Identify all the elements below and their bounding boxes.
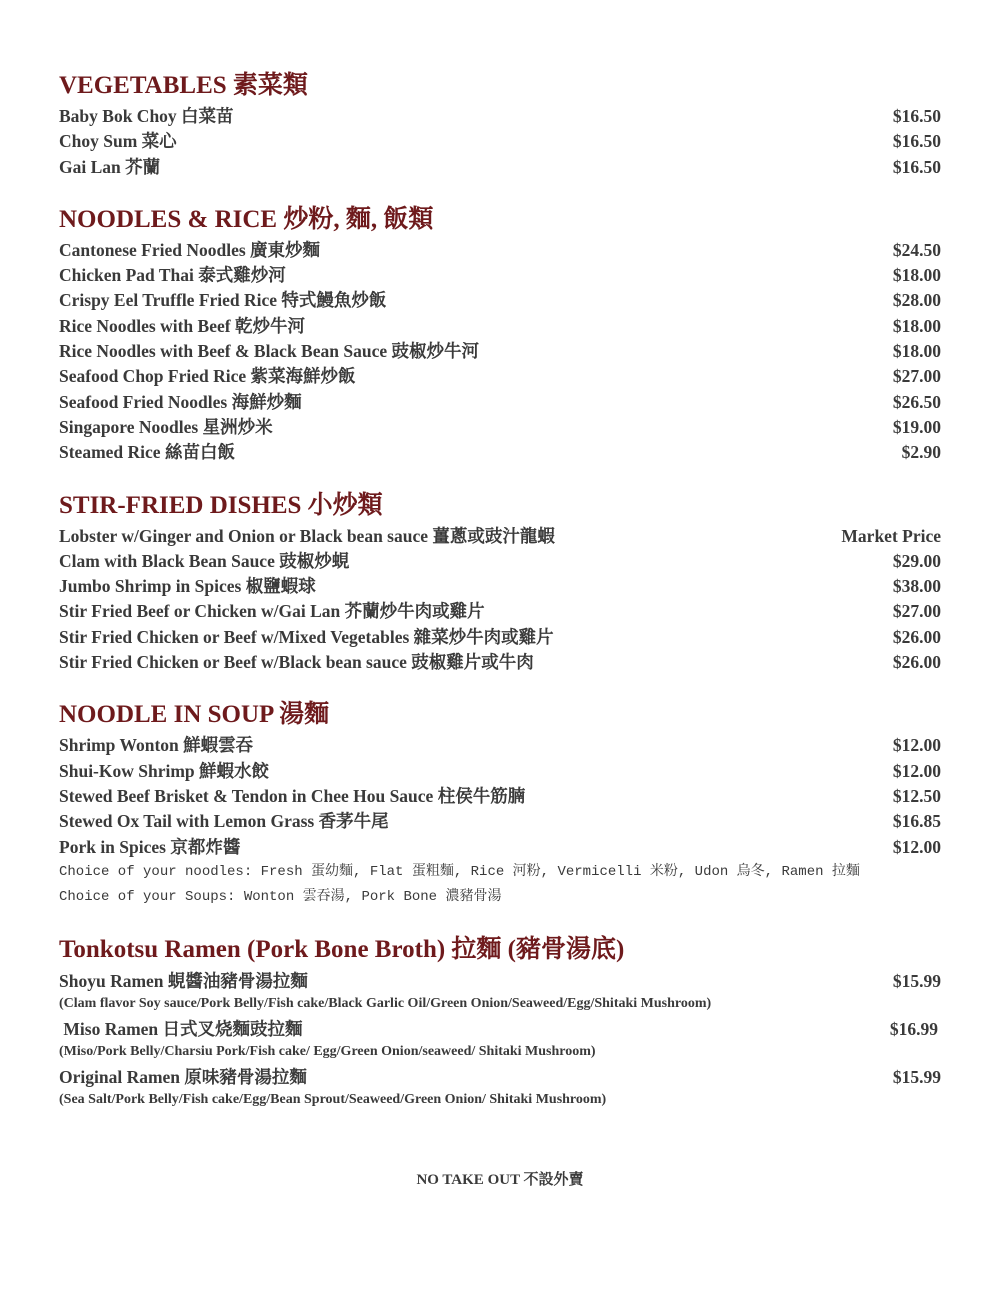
menu-item: [59, 415, 941, 440]
menu-item: [59, 809, 941, 834]
item-name: Rice Noodles with Beef 乾炒牛河: [59, 315, 305, 336]
item-name: Original Ramen 原味豬骨湯拉麵: [59, 1066, 307, 1087]
section-title: STIR-FRIED DISHES 小炒類: [59, 491, 383, 519]
item-price: $26.00: [892, 626, 941, 647]
item-price: $18.00: [892, 341, 941, 362]
item-name: Choy Sum 菜心: [59, 131, 177, 152]
item-price: $27.00: [892, 366, 941, 387]
item-name: Stir Fried Chicken or Beef w/Black bean sauce 豉椒雞片或牛肉: [59, 652, 534, 673]
menu-item: [59, 339, 941, 364]
section-stir-fried: [59, 490, 941, 676]
item-name: Stewed Beef Brisket & Tendon in Chee Hou Sauce 柱侯牛筋腩: [59, 785, 526, 806]
menu-item: [59, 288, 941, 313]
item-name: Lobster w/Ginger and Onion or Black bean sauce 薑蔥或豉汁龍蝦: [59, 525, 555, 546]
menu-item: [59, 440, 941, 465]
item-price: $19.00: [892, 416, 941, 437]
section-title: NOODLE IN SOUP 湯麵: [59, 701, 330, 729]
menu-item: [59, 155, 941, 180]
item-description: (Miso/Pork Belly/Charsiu Pork/Fish cake/ Egg/Green Onion/seaweed/ Shitaki Mushroom): [59, 1043, 596, 1059]
item-name: Shui-Kow Shrimp 鮮蝦水餃: [59, 760, 270, 781]
item-name: Shoyu Ramen 蜆醬油豬骨湯拉麵: [59, 970, 308, 991]
item-price: $38.00: [892, 576, 941, 597]
item-name: Singapore Noodles 星洲炒米: [59, 416, 273, 437]
no-takeout-notice: NO TAKE OUT 不設外賣: [416, 1172, 584, 1188]
menu-item: [59, 625, 941, 650]
item-price: $15.99: [892, 1066, 941, 1087]
menu-item: [59, 390, 941, 415]
menu-item: [59, 599, 941, 624]
item-name: Clam with Black Bean Sauce 豉椒炒蜆: [59, 550, 350, 571]
item-description: (Sea Salt/Pork Belly/Fish cake/Egg/Bean Sprout/Seaweed/Green Onion/ Shitaki Mushroom): [59, 1091, 607, 1107]
item-name: Stir Fried Chicken or Beef w/Mixed Vegetables 雜菜炒牛肉或雞片: [59, 626, 554, 647]
menu-item: [59, 835, 941, 860]
section-title: Tonkotsu Ramen (Pork Bone Broth) 拉麵 (豬骨湯底): [59, 935, 625, 963]
menu-page: [59, 70, 941, 1134]
item-price: Market Price: [841, 525, 941, 546]
item-name: Rice Noodles with Beef & Black Bean Sauce 豉椒炒牛河: [59, 341, 479, 362]
item-name: Chicken Pad Thai 泰式雞炒河: [59, 265, 286, 286]
section-title: VEGETABLES 素菜類: [59, 72, 308, 99]
item-price: $26.50: [892, 391, 941, 412]
item-price: $15.99: [892, 970, 941, 991]
item-name: Seafood Fried Noodles 海鮮炒麵: [59, 391, 302, 412]
noodle-choice-note: Choice of your noodles: Fresh 蛋幼麵, Flat 蛋粗麵, Rice 河粉, Vermicelli 米粉, Udon 烏冬, Ramen 拉麵: [59, 863, 860, 880]
item-price: $12.00: [892, 735, 941, 756]
menu-item: [59, 129, 941, 154]
item-name: Stewed Ox Tail with Lemon Grass 香茅牛尾: [59, 811, 389, 832]
item-price: $16.85: [892, 811, 941, 832]
menu-item: [59, 364, 941, 389]
menu-item: [59, 238, 941, 263]
item-price: $26.00: [892, 652, 941, 673]
item-price: $16.50: [892, 106, 941, 126]
item-description: (Clam flavor Soy sauce/Pork Belly/Fish cake/Black Garlic Oil/Green Onion/Seaweed/Egg/Shitaki Mushroom): [59, 995, 712, 1011]
menu-item: [59, 1016, 941, 1042]
item-name: Seafood Chop Fried Rice 紫菜海鮮炒飯: [59, 366, 356, 387]
item-name: Baby Bok Choy 白菜苗: [59, 106, 234, 126]
menu-item: [59, 524, 941, 549]
menu-item: [59, 263, 941, 288]
section-ramen: [59, 934, 941, 1110]
item-price: $24.50: [892, 239, 941, 260]
item-price: $16.50: [892, 156, 941, 177]
menu-item: [59, 104, 941, 129]
item-name: Stir Fried Beef or Chicken w/Gai Lan 芥蘭炒牛肉或雞片: [59, 601, 485, 622]
item-name: Jumbo Shrimp in Spices 椒鹽蝦球: [59, 576, 316, 597]
menu-item: [59, 784, 941, 809]
menu-item: [59, 574, 941, 599]
menu-item: [59, 1064, 941, 1090]
item-price: $18.00: [892, 265, 941, 286]
section-noodles-rice: [59, 204, 941, 466]
section-title: NOODLES & RICE 炒粉, 麵, 飯類: [59, 205, 434, 233]
item-name: Cantonese Fried Noodles 廣東炒麵: [59, 239, 321, 260]
item-price: $2.90: [901, 442, 941, 463]
menu-item: [59, 733, 941, 758]
item-name: Crispy Eel Truffle Fried Rice 特式鰻魚炒飯: [59, 290, 387, 311]
item-price: $18.00: [892, 315, 941, 336]
menu-item: [59, 759, 941, 784]
item-name: Gai Lan 芥蘭: [59, 156, 161, 177]
item-price: $16.99: [889, 1018, 938, 1039]
item-name: Miso Ramen 日式叉烧麵豉拉麵: [59, 1018, 303, 1039]
item-price: $16.50: [892, 131, 941, 152]
item-price: $27.00: [892, 601, 941, 622]
item-name: Shrimp Wonton 鮮蝦雲吞: [59, 735, 254, 756]
menu-item: [59, 314, 941, 339]
item-price: $28.00: [892, 290, 941, 311]
menu-item: [59, 968, 941, 994]
item-price: $12.50: [892, 785, 941, 806]
item-price: $12.00: [892, 760, 941, 781]
menu-item: [59, 650, 941, 675]
item-price: $12.00: [892, 836, 941, 857]
section-vegetables: [59, 70, 941, 180]
menu-item: [59, 549, 941, 574]
section-noodle-soup: [59, 699, 941, 909]
item-name: Steamed Rice 絲苗白飯: [59, 442, 235, 463]
item-name: Pork in Spices 京都炸醬: [59, 836, 241, 857]
soup-choice-note: Choice of your Soups: Wonton 雲吞湯, Pork Bone 濃豬骨湯: [59, 888, 502, 905]
item-price: $29.00: [892, 550, 941, 571]
